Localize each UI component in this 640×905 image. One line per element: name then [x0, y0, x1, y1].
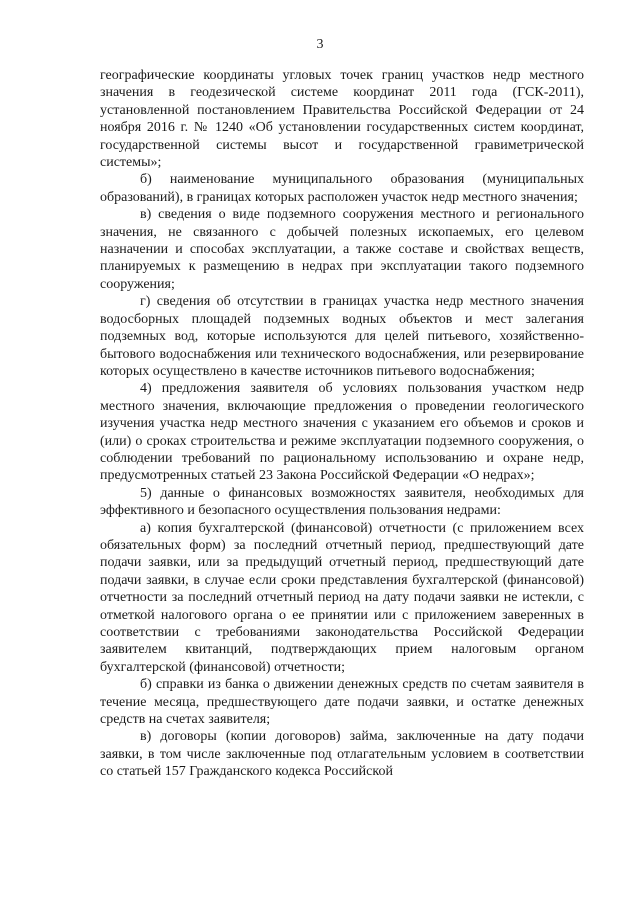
- paragraph-b-municipality: б) наименование муниципального образования (муниципальных образований), в границах которых расположен участок недр местного значения;: [100, 172, 584, 205]
- paragraph-4-usage-conditions: 4) предложения заявителя об условиях пользования участком недр местного значения, включающие предложения о проведении геологического изучения участка недр местного значения с указанием его объемов и сроков и (или) о сроках строительства и режиме эксплуатации подземного сооружения, о соблюдении требований по рациональному использованию и охране недр, предусмотренных статьей 23 Закона Российской Федерации «О недрах»;: [100, 381, 584, 484]
- paragraph-g-water-sources: г) сведения об отсутствии в границах участка недр местного значения водосборных площадей подземных водных объектов и мест залегания подземных вод, которые используются для целей питьевого, хозяйственно-бытового водоснабжения или технического водоснабжения, или резервирование которых осуществлено в качестве источников питьевого водоснабжения;: [100, 294, 584, 379]
- paragraph-v-underground-structure: в) сведения о виде подземного сооружения местного и регионального значения, не связанного с добычей полезных ископаемых, его целевом назначении и способах эксплуатации, а также составе и свойствах веществ, планируемых к размещению в недрах при эксплуатации такого подземного сооружения;: [100, 207, 584, 292]
- document-body: [100, 67, 584, 781]
- paragraph-v-loan-agreements: в) договоры (копии договоров) займа, заключенные на дату подачи заявки, в том числе заключенные под отлагательным условием в соответствии со статьей 157 Гражданского кодекса Российской: [100, 729, 584, 780]
- paragraph-coordinates-continuation: географические координаты угловых точек границ участков недр местного значения в геодезической системе координат 2011 года (ГСК-2011), установленной постановлением Правительства Российской Федерации от 24 ноября 2016 г. № 1240 «Об установлении государственных систем координат, государственной системы высот и государственной гравиметрической системы»;: [100, 68, 584, 171]
- page-number: 3: [316, 37, 324, 52]
- paragraph-a-accounting-reports: а) копия бухгалтерской (финансовой) отчетности (с приложением всех обязательных форм) за последний отчетный период, предшествующий дате подачи заявки, или за предыдущий отчетный период, предшествующий дате подачи заявки, в случае если сроки представления бухгалтерской (финансовой) отчетности за последний отчетный период на дату подачи заявки не истекли, с отметкой налогового органа о ее принятии или с приложением заверенных в соответствии с требованиями законодательства Российской Федерации заявителем квитанций, подтверждающих прием налоговым органом бухгалтерской (финансовой) отчетности;: [100, 520, 584, 675]
- paragraph-5-financial-data: 5) данные о финансовых возможностях заявителя, необходимых для эффективного и безопасного осуществления пользования недрами:: [100, 485, 584, 519]
- paragraph-b-bank-statements: б) справки из банка о движении денежных средств по счетам заявителя в течение месяца, предшествующего дате подачи заявки, и остатке денежных средств на счетах заявителя;: [100, 677, 584, 728]
